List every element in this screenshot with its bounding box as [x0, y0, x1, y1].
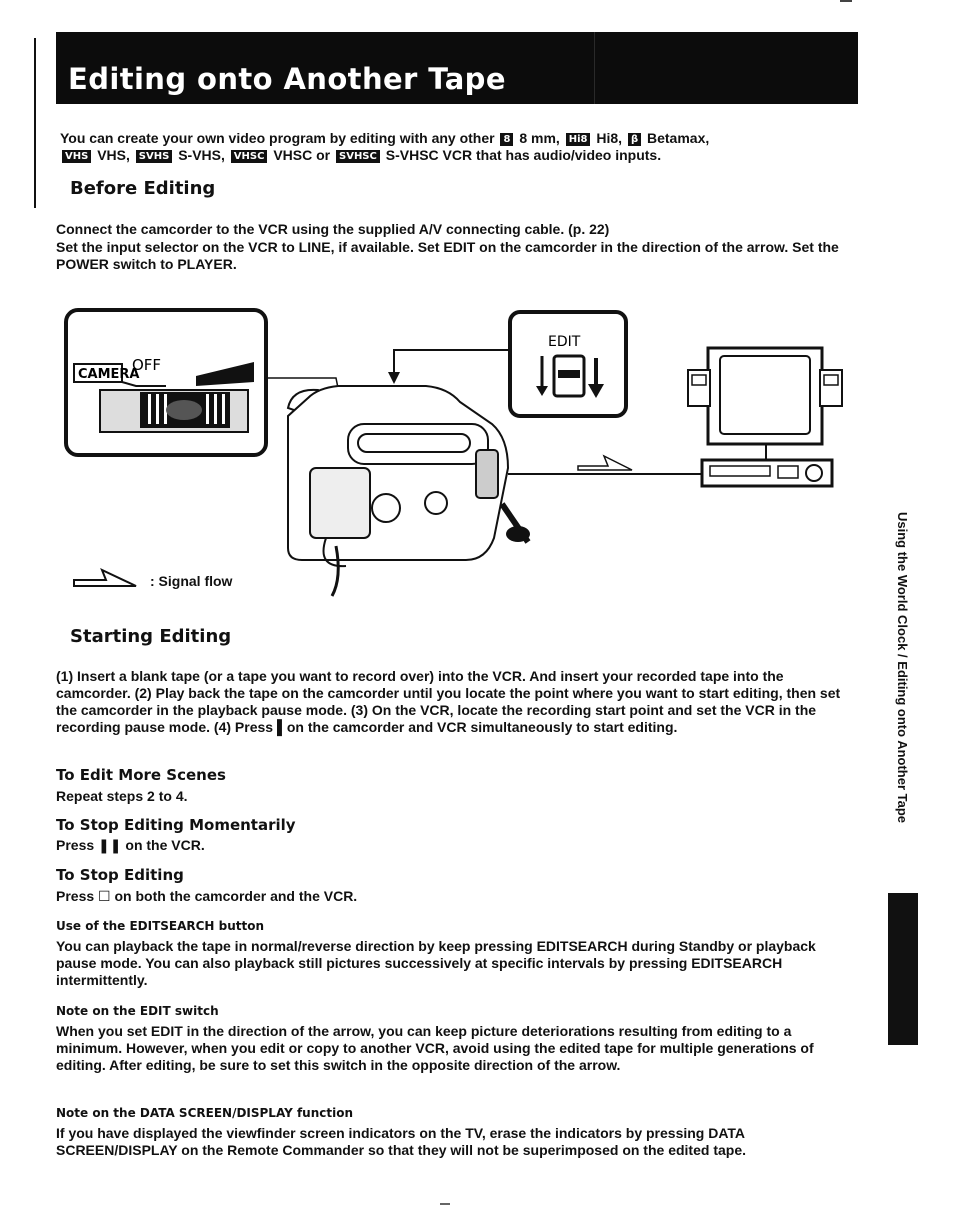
stop-momentarily-post: on the VCR.	[125, 837, 205, 853]
before-editing-line-1: Connect the camcorder to the VCR using the supplied A/V connecting cable. (p. 22)	[56, 221, 610, 237]
stop-editing-heading: To Stop Editing	[56, 866, 184, 884]
side-section-text: Using the World Clock / Editing onto Another Tape	[895, 512, 910, 824]
side-section-label	[883, 512, 919, 892]
intro-text-4: Betamax,	[647, 130, 710, 146]
edit-more-scenes-heading: To Edit More Scenes	[56, 766, 226, 784]
stop-momentarily-heading: To Stop Editing Momentarily	[56, 816, 296, 834]
betamax-logo-icon: β	[628, 133, 641, 146]
intro-text-5: VHS,	[97, 147, 130, 163]
vcr-drawing	[702, 460, 832, 486]
vhsc-logo-icon: VHSC	[231, 150, 268, 163]
left-margin-rule	[34, 38, 36, 208]
side-index-tab	[888, 893, 918, 1045]
page-title: Editing onto Another Tape	[68, 62, 506, 96]
signal-flow-caption: : Signal flow	[150, 573, 233, 589]
legend-signal-flow-icon	[74, 570, 136, 586]
starting-editing-heading: Starting Editing	[70, 626, 232, 647]
signal-flow-arrow-icon	[578, 456, 632, 470]
tv-drawing	[688, 348, 842, 460]
intro-text-2: 8 mm,	[519, 130, 560, 146]
title-bar-seam	[594, 32, 595, 104]
before-editing-line-2: Set the input selector on the VCR to LINE, if available. Set EDIT on the camcorder in the direction of the arrow. Set the POWER switch to PLAYER.	[56, 239, 839, 272]
stop-momentarily-body	[56, 837, 846, 855]
stop-editing-post: on both the camcorder and the VCR.	[114, 888, 358, 904]
before-editing-heading: Before Editing	[70, 178, 216, 199]
edit-label: EDIT	[548, 334, 581, 350]
camera-label: CAMERA	[78, 367, 140, 382]
power-switch-inset	[66, 310, 266, 455]
editsearch-heading: Use of the EDITSEARCH button	[56, 919, 265, 933]
vhs-logo-icon: VHS	[62, 150, 91, 163]
intro-text-3: Hi8,	[596, 130, 623, 146]
svhsc-logo-icon: SVHSC	[336, 150, 380, 163]
intro-text-7: VHSC or	[273, 147, 331, 163]
starting-editing-body: (1) Insert a blank tape (or a tape you want to record over) into the VCR. And insert your recorded tape into the camcorder. (2) Play back the tape on the camcorder until you locate the point where you want to start editing, then set the camcorder in the playback pause mode. (3) On the VCR, locate the recording start point and set the VCR in the recording pause mode. (4) Press ▌on the camcorder and VCR simultaneously to start editing.	[56, 668, 841, 735]
8mm-logo-icon: 8	[500, 133, 513, 146]
editsearch-body: You can playback the tape in normal/reverse direction by keep pressing EDITSEARCH during Standby or playback pause mode. You can also playback still pictures successively at specific intervals by pressing EDITSEARCH intermittently.	[56, 938, 816, 988]
off-label: OFF	[132, 356, 162, 374]
hi8-logo-icon: Hi8	[566, 133, 591, 146]
edit-switch-body: When you set EDIT in the direction of the arrow, you can keep picture deteriorations resulting from editing to a minimum. However, when you edit or copy to another VCR, avoid using the edited tape for multiple generations of editing. After editing, be sure to set this switch in the opposite direction of the arrow.	[56, 1023, 814, 1073]
pause-icon: ❚❚	[98, 838, 122, 854]
edit-switch-inset	[510, 312, 626, 416]
edit-more-scenes-body: Repeat steps 2 to 4.	[56, 788, 188, 804]
intro-paragraph	[60, 130, 850, 164]
intro-text-1: You can create your own video program by editing with any other	[60, 130, 495, 146]
svhs-logo-icon: SVHS	[136, 150, 173, 163]
intro-text-8: S-VHSC VCR that has audio/video inputs.	[385, 147, 662, 163]
data-screen-heading: Note on the DATA SCREEN/DISPLAY function	[56, 1106, 354, 1120]
page-mark	[840, 0, 852, 2]
stop-momentarily-pre: Press	[56, 837, 95, 853]
intro-text-6: S-VHS,	[178, 147, 225, 163]
editing-connection-figure	[56, 298, 846, 598]
edit-switch-heading: Note on the EDIT switch	[56, 1004, 219, 1018]
data-screen-body: If you have displayed the viewfinder screen indicators on the TV, erase the indicators by pressing DATA SCREEN/DISPLAY on the Remote Commander so that they will not be superimposed on the edited tape.	[56, 1125, 746, 1158]
camcorder-drawing	[288, 386, 508, 566]
stop-editing-body	[56, 888, 846, 906]
stop-icon: ☐	[98, 889, 111, 905]
stop-editing-pre: Press	[56, 888, 95, 904]
title-bar	[56, 32, 858, 104]
